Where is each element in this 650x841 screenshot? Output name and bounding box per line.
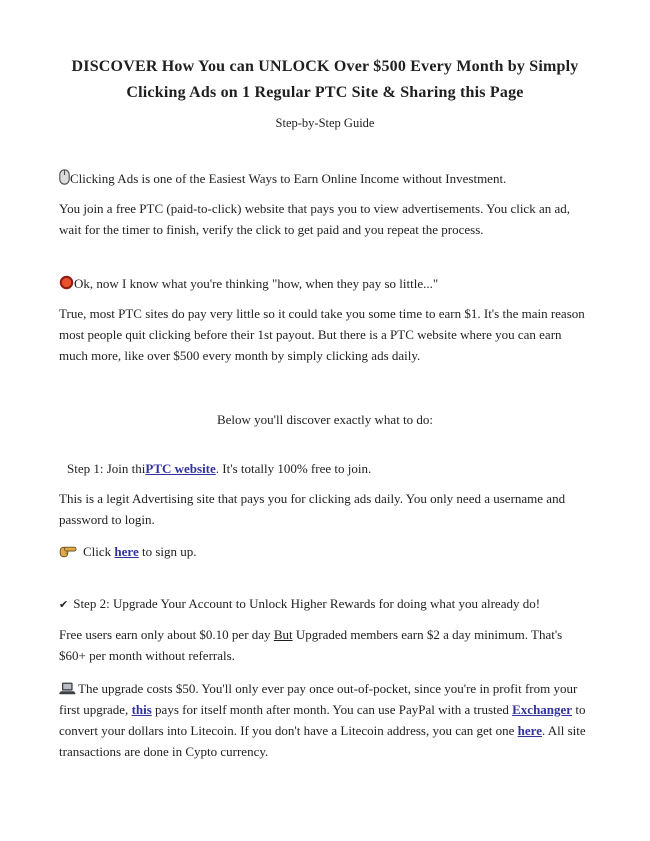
objection-heading: Ok, now I know what you're thinking "how, when they pay so little..."	[74, 276, 439, 291]
signup-here-link[interactable]: here	[114, 544, 139, 559]
ptc-website-link[interactable]: PTC website	[145, 461, 216, 476]
earnings-pre: Free users earn only about $0.10 per day	[59, 627, 274, 642]
pointing-hand-icon	[59, 544, 77, 558]
step1-heading-line	[59, 458, 591, 479]
upgrade-part1: The upgrade costs $50. You'll only ever pay once out-of-pocket, since you're in profit from your first upgrade,	[59, 681, 578, 717]
signup-pre: Click	[83, 544, 115, 559]
exchanger-link[interactable]: Exchanger	[512, 702, 573, 717]
signup-line	[59, 541, 591, 562]
page-title-line2: Clicking Ads on 1 Regular PTC Site & Sharing this Page	[126, 84, 524, 101]
page-title	[59, 54, 591, 106]
page-title-line1: DISCOVER How You can UNLOCK Over $500 Every Month by Simply	[71, 58, 579, 75]
intro-paragraph: You join a free PTC (paid-to-click) website that pays you to view advertisements. You click an ad, wait for the timer to finish, verify the click to get paid and you repeat the process.	[59, 201, 570, 237]
step2-earnings-paragraph	[59, 624, 591, 666]
checkmark-icon: ✔	[59, 598, 69, 611]
upgrade-part4: . All site transactions are done in Cypto currency.	[59, 723, 586, 759]
below-line: Below you'll discover exactly what to do:	[216, 412, 434, 427]
step1-post: . It's totally 100% free to join.	[215, 461, 372, 476]
intro-heading-line	[59, 168, 591, 189]
red-circle-icon	[59, 275, 74, 290]
step1-pre: Step 1: Join thi	[67, 461, 146, 476]
step1-paragraph: This is a legit Advertising site that pays you for clicking ads daily. You only need a username and password to login.	[59, 491, 566, 527]
upgrade-this-link[interactable]: this	[131, 702, 152, 717]
step2-heading: Step 2: Upgrade Your Account to Unlock Higher Rewards for doing what you already do!	[73, 596, 541, 611]
laptop-icon	[59, 682, 76, 695]
step2-heading-line	[59, 593, 591, 615]
upgrade-paragraph	[59, 678, 591, 762]
objection-heading-line	[59, 273, 591, 294]
subtitle: Step-by-Step Guide	[275, 116, 375, 130]
upgrade-part3: to convert your dollars into Litecoin. If you don't have a Litecoin address, you can get one	[59, 702, 586, 738]
objection-paragraph: True, most PTC sites do pay very little so it could take you some time to earn $1. It's the main reason most people quit clicking before their 1st payout. But there is a PTC website where you can earn much more, like over $500 every month by simply clicking ads daily.	[59, 306, 585, 363]
signup-post: to sign up.	[138, 544, 197, 559]
mouse-icon	[59, 169, 70, 185]
upgrade-part2: pays for itself month after month. You can use PayPal with a trusted	[151, 702, 513, 717]
litecoin-here-link[interactable]: here	[517, 723, 542, 738]
earnings-but: But	[273, 627, 293, 642]
earnings-post: Upgraded members earn $2 a day minimum. That's $60+ per month without referrals.	[59, 627, 563, 663]
intro-heading: Clicking Ads is one of the Easiest Ways to Earn Online Income without Investment.	[70, 171, 507, 186]
